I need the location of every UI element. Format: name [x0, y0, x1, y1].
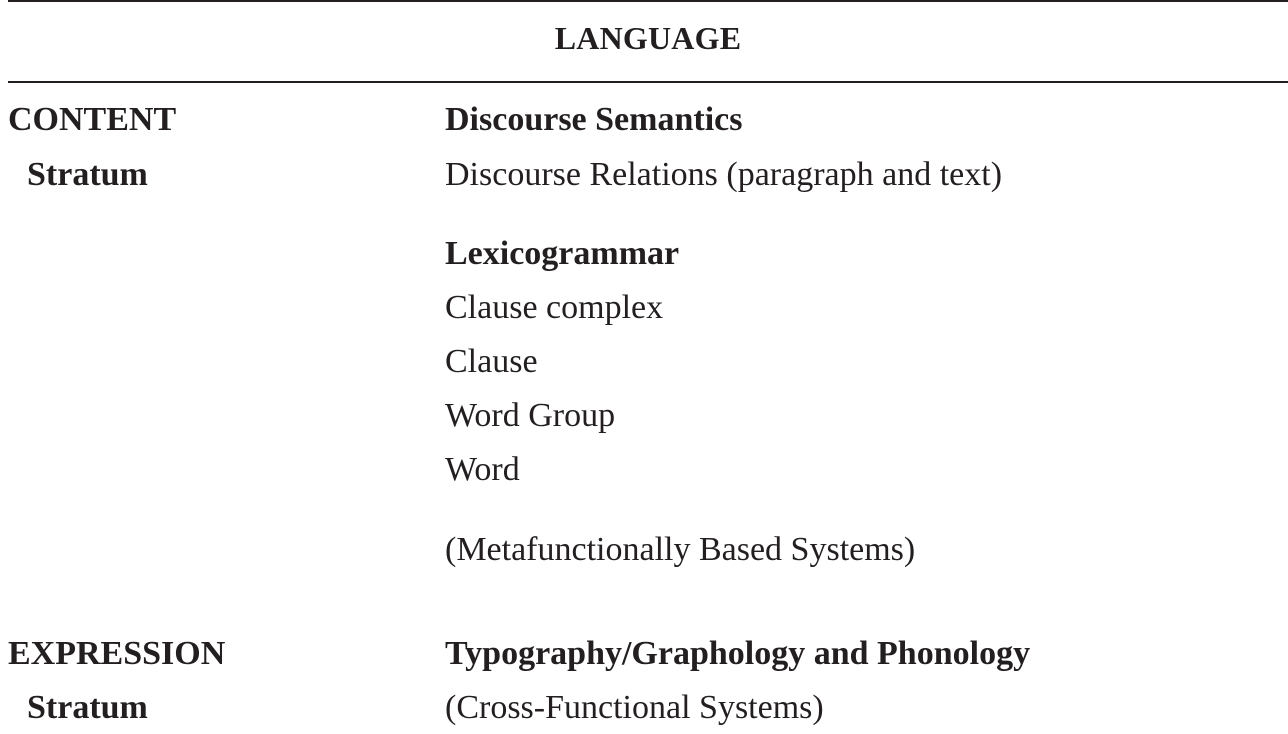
expression-stratum-label: Stratum	[27, 689, 148, 726]
content-label: CONTENT	[8, 101, 177, 138]
table-title: LANGUAGE	[554, 20, 742, 56]
lexico-item-clause: Clause	[445, 343, 538, 380]
lexico-item-clause-complex: Clause complex	[445, 289, 664, 326]
discourse-relations-item: Discourse Relations (paragraph and text)	[445, 156, 1003, 193]
cross-functional-note: (Cross-Functional Systems)	[445, 689, 824, 726]
header-rule	[8, 81, 1288, 83]
typography-heading: Typography/Graphology and Phonology	[445, 635, 1031, 672]
top-rule	[8, 0, 1288, 2]
lexicogrammar-heading: Lexicogrammar	[445, 235, 680, 272]
content-stratum-label: Stratum	[27, 156, 148, 193]
metafunctional-note: (Metafunctionally Based Systems)	[445, 531, 916, 568]
expression-label: EXPRESSION	[8, 635, 226, 672]
lexico-item-word: Word	[445, 451, 520, 488]
discourse-semantics-heading: Discourse Semantics	[445, 101, 743, 138]
lexico-item-word-group: Word Group	[445, 397, 616, 434]
